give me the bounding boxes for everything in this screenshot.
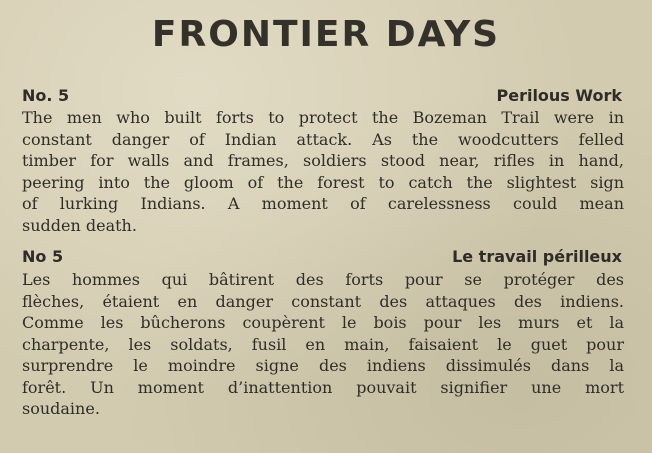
french-line: Les hommes qui bâtirent des forts pour se protéger des bbox=[22, 270, 624, 289]
french-line: Comme les bûcherons coupèrent le bois pour les murs et la bbox=[22, 313, 624, 332]
english-card-number: No. 5 bbox=[22, 86, 70, 105]
english-subtitle: Perilous Work bbox=[496, 86, 622, 105]
english-line: of lurking Indians. A moment of carelessness could mean bbox=[22, 194, 624, 213]
english-line: The men who built forts to protect the Bozeman Trail were in bbox=[22, 108, 624, 127]
english-line: peering into the gloom of the forest to catch the slightest sign bbox=[22, 172, 624, 192]
english-heading-row bbox=[22, 86, 622, 106]
french-line: flèches, étaient en danger constant des attaques des indiens. bbox=[22, 291, 624, 311]
french-card-number: No 5 bbox=[22, 247, 64, 266]
french-description bbox=[22, 269, 624, 420]
french-line: forêt. Un moment d’inattention pouvait signifier une mort bbox=[22, 377, 624, 397]
english-description bbox=[22, 107, 624, 236]
french-line: soudaine. bbox=[22, 399, 100, 418]
french-line: surprendre le moindre signe des indiens dissimulés dans la bbox=[22, 356, 624, 375]
french-heading-row bbox=[22, 247, 622, 267]
french-subtitle: Le travail périlleux bbox=[452, 247, 622, 266]
english-line: sudden death. bbox=[22, 215, 137, 235]
english-line: constant danger of Indian attack. As the woodcutters felled bbox=[22, 129, 624, 149]
french-line: charpente, les soldats, fusil en main, faisaient le guet pour bbox=[22, 334, 624, 354]
english-line: timber for walls and frames, soldiers stood near, rifles in hand, bbox=[22, 151, 624, 170]
card-title: FRONTIER DAYS bbox=[151, 14, 501, 55]
